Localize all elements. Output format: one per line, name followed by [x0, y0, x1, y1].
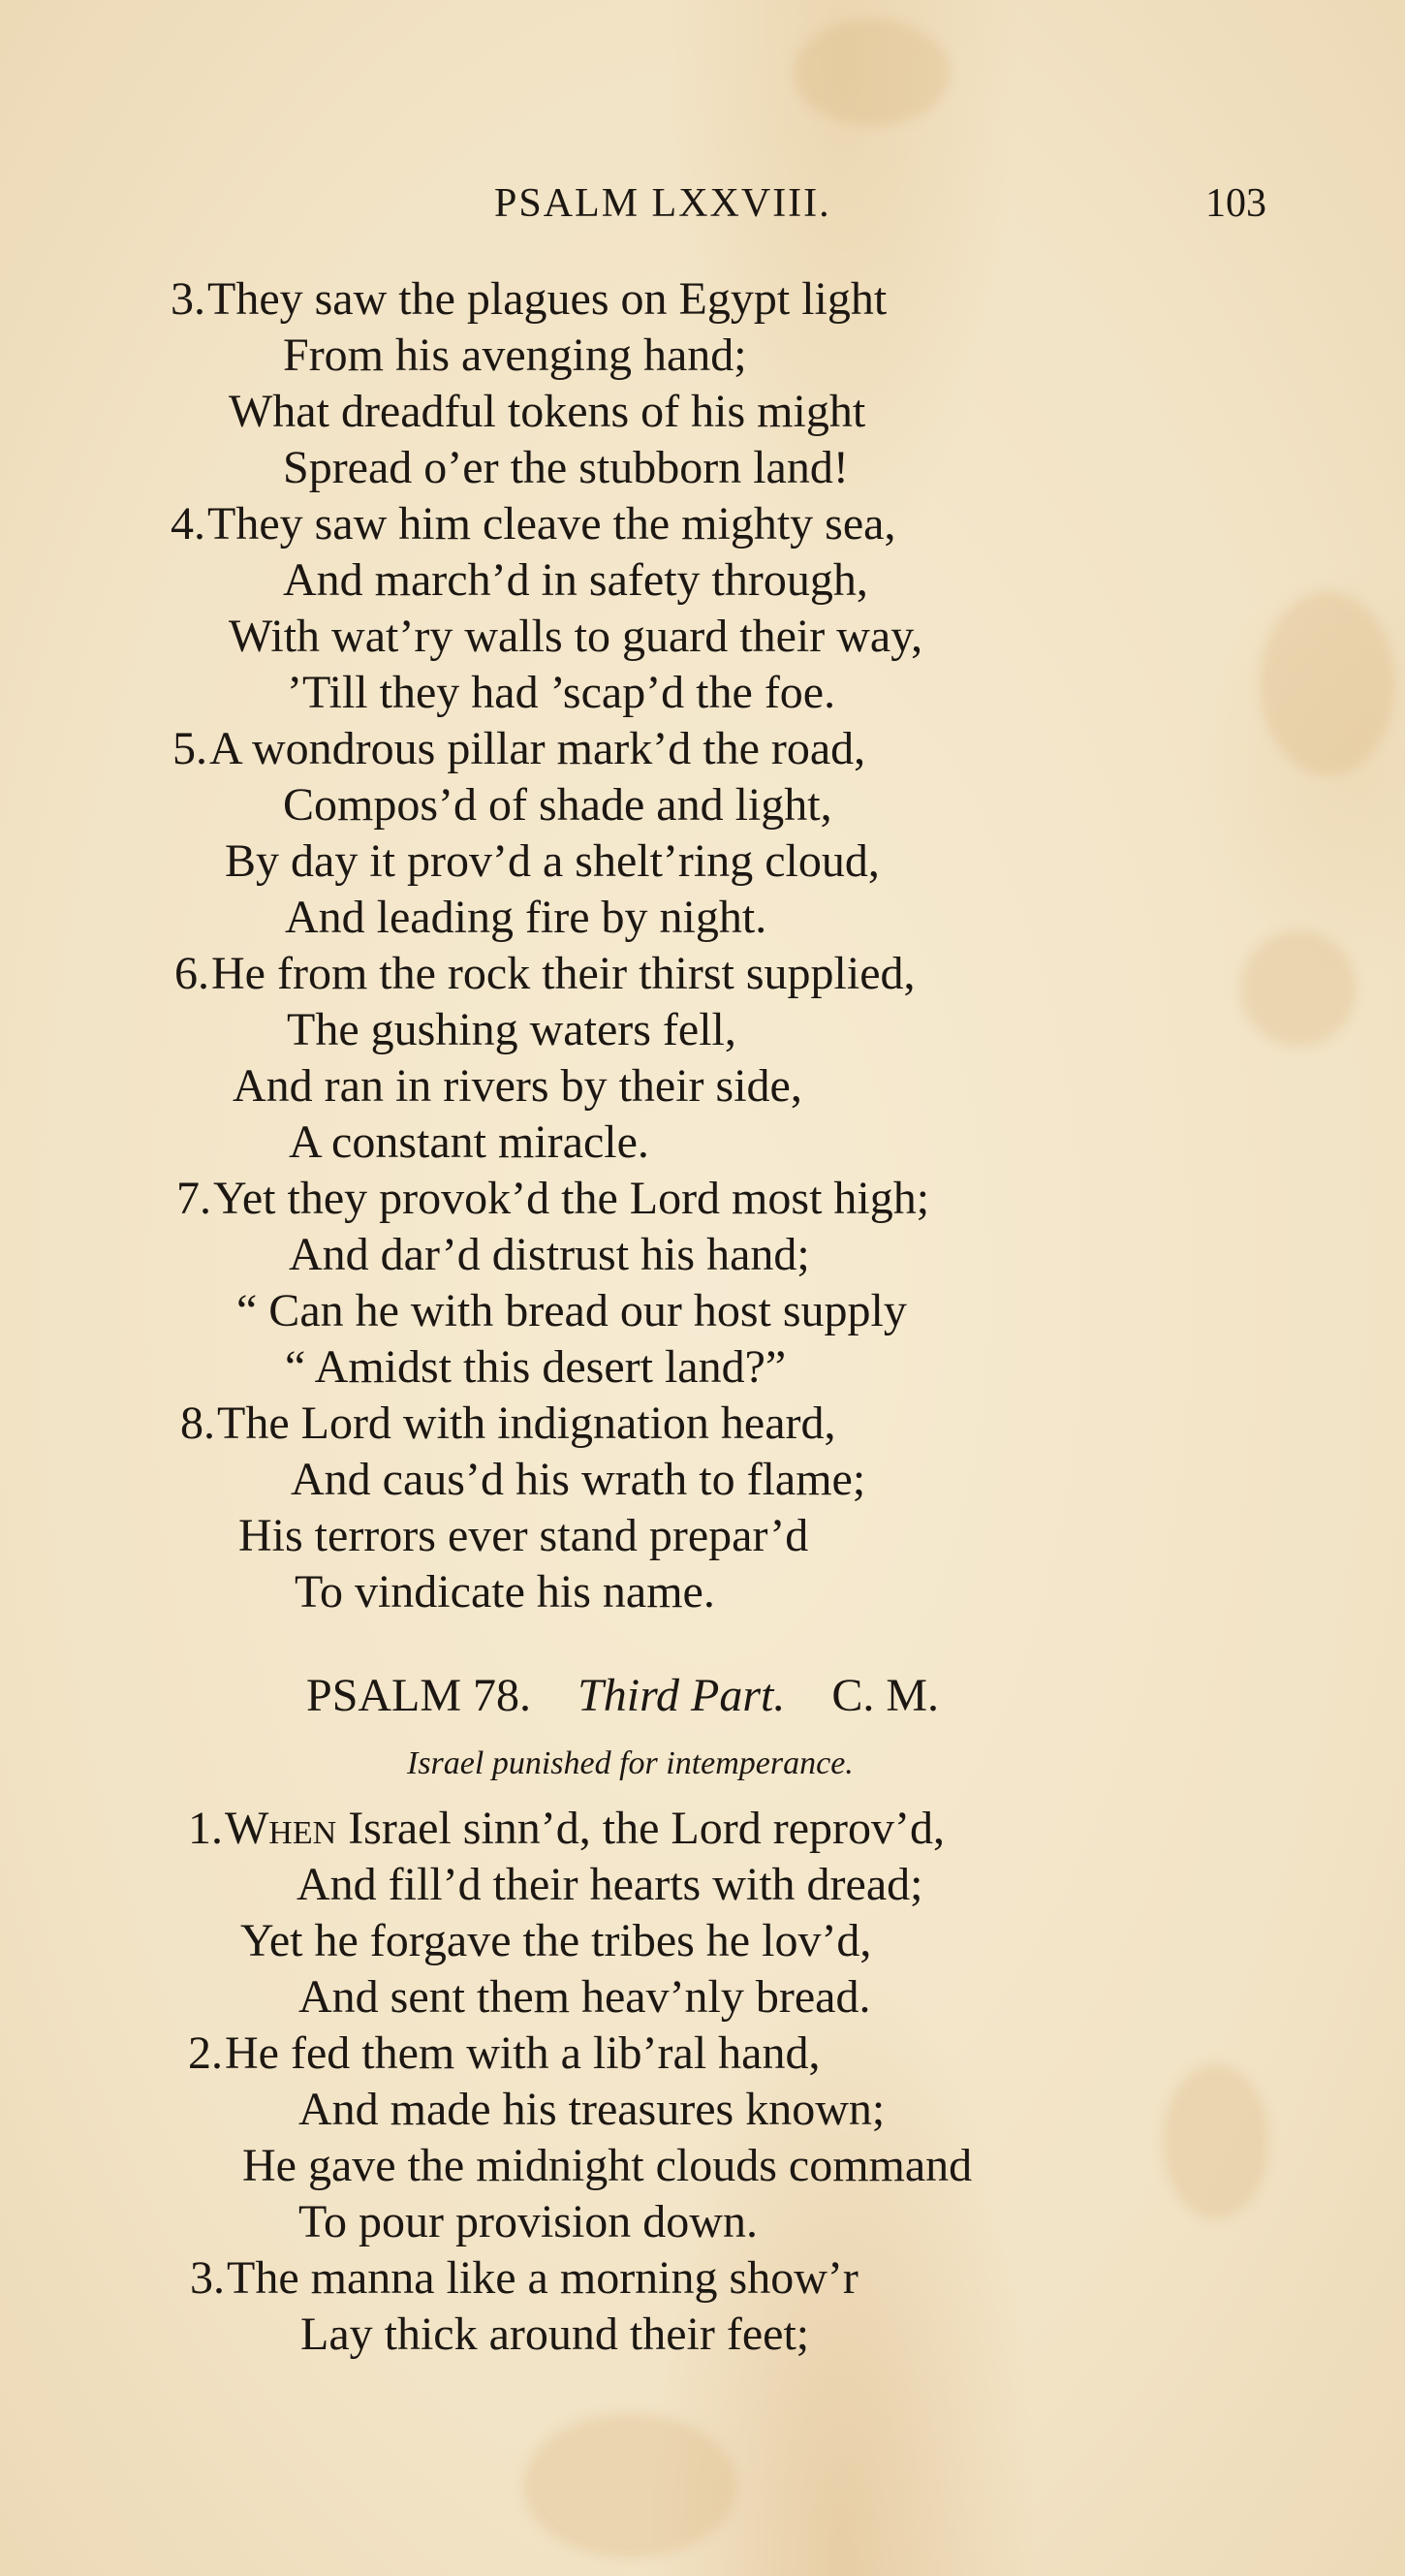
verse-number: 3.	[171, 273, 205, 325]
heading-meter: C. M.	[831, 1670, 940, 1721]
verse-line: And march’d in safety through,	[283, 554, 868, 606]
page-number: 103	[1205, 181, 1266, 226]
verse-line: Lay thick around their feet;	[300, 2309, 810, 2360]
verse-line: ’Till they had ’scap’d the foe.	[287, 667, 836, 718]
verse-line: And caus’d his wrath to flame;	[291, 1454, 866, 1505]
running-head	[0, 180, 1405, 238]
verse	[0, 496, 1405, 721]
verse-line: 5.A wondrous pillar mark’d the road,	[0, 721, 1405, 777]
verse-number: 3.	[190, 2252, 225, 2304]
verse	[0, 2026, 1405, 2250]
verse-line: The gushing waters fell,	[287, 1004, 736, 1055]
verse	[0, 2250, 1405, 2363]
verse	[0, 721, 1405, 946]
verse-line: And made his treasures known;	[298, 2084, 886, 2135]
verse	[0, 271, 1405, 496]
verse-line: What dreadful tokens of his might	[229, 386, 866, 437]
drop-word: When	[225, 1803, 337, 1854]
verse-line: With wat’ry walls to guard their way,	[229, 611, 923, 662]
verse-line: Yet he forgave the tribes he lov’d,	[240, 1915, 872, 1966]
verse-line: 4.They saw him cleave the mighty sea,	[0, 496, 1405, 552]
verse-line: To pour provision down.	[298, 2196, 758, 2247]
verse-line: Spread o’er the stubborn land!	[283, 442, 849, 493]
psalm-text	[0, 271, 1405, 2363]
verse-line: And fill’d their hearts with dread;	[297, 1859, 923, 1910]
verse-line: By day it prov’d a shelt’ring cloud,	[225, 835, 880, 887]
verse-number: 2.	[188, 2027, 223, 2079]
verse-line: To vindicate his name.	[295, 1566, 715, 1618]
verse-line: From his avenging hand;	[283, 330, 747, 381]
verse-line: 3.The manna like a morning show’r	[0, 2250, 1405, 2307]
section-heading	[0, 1657, 1405, 1735]
verse-number: 5.	[172, 723, 207, 774]
verse-number: 7.	[176, 1173, 211, 1224]
verse-line: 8.The Lord with indignation heard,	[0, 1396, 1405, 1452]
paper-stain	[523, 2413, 736, 2559]
verse-number: 4.	[171, 498, 205, 550]
verse	[0, 946, 1405, 1171]
verse-line: And sent them heav’nly bread.	[298, 1971, 871, 2023]
heading-psalm-number: PSALM 78.	[306, 1670, 532, 1721]
verse	[0, 1396, 1405, 1620]
verse	[0, 1801, 1405, 2026]
section-subtitle: Israel punished for intemperance.	[407, 1745, 854, 1781]
verse	[0, 1171, 1405, 1396]
verse-line: And ran in rivers by their side,	[233, 1060, 802, 1112]
verse-line: A constant miracle.	[289, 1116, 649, 1168]
verse-number: 6.	[174, 948, 209, 999]
verse-line: And leading fire by night.	[285, 892, 767, 943]
paper-stain	[795, 19, 950, 126]
verse-line: “ Amidst this desert land?”	[285, 1341, 787, 1393]
verse-line: 1.When Israel sinn’d, the Lord reprov’d,	[0, 1801, 1405, 1857]
verse-line: He gave the midnight clouds command	[242, 2140, 973, 2191]
verse-line: 6.He from the rock their thirst supplied,	[0, 946, 1405, 1002]
verse-line: Compos’d of shade and light,	[283, 779, 832, 831]
verse-number: 1.	[188, 1803, 223, 1854]
verse-line: 2.He fed them with a lib’ral hand,	[0, 2026, 1405, 2082]
verse-number: 8.	[180, 1398, 215, 1449]
heading-part: Third Part.	[578, 1670, 786, 1721]
verse-line: His terrors ever stand prepar’d	[238, 1510, 809, 1561]
verse-line: 7.Yet they provok’d the Lord most high;	[0, 1171, 1405, 1227]
running-title: PSALM LXXVIII.	[494, 181, 831, 226]
verse-line: 3.They saw the plagues on Egypt light	[0, 271, 1405, 328]
verse-line: “ Can he with bread our host supply	[236, 1285, 907, 1336]
verse-line: And dar’d distrust his hand;	[289, 1229, 810, 1280]
